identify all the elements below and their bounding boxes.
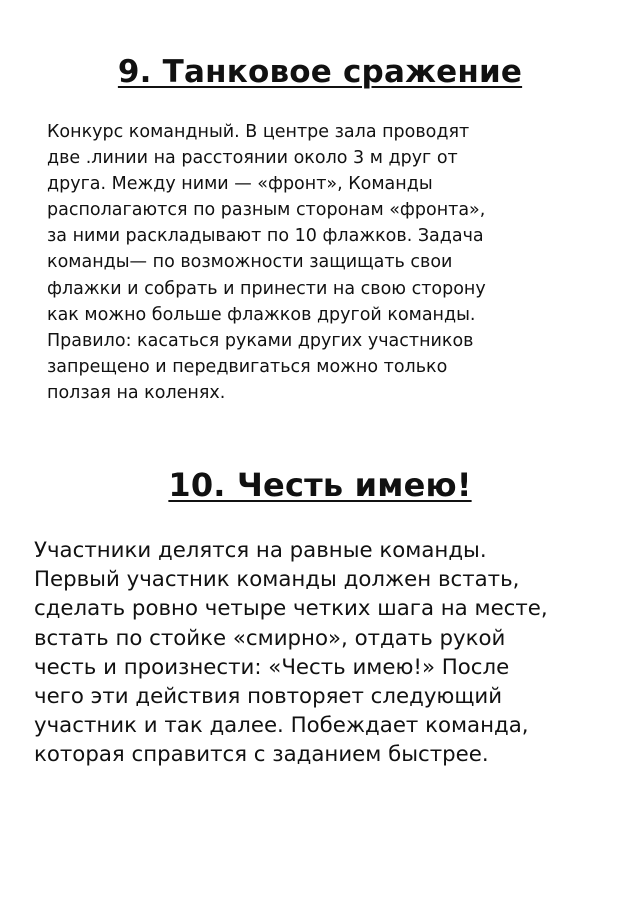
body-line: встать по стойке «смирно», отдать рукой <box>34 625 506 651</box>
body-line: Конкурс командный. В центре зала проводят <box>47 122 470 142</box>
section-title-tank-battle: 9. Танковое сражение <box>117 54 523 90</box>
body-line: за ними раскладывают по 10 флажков. Задача <box>47 226 484 247</box>
section-title-honor: 10. Честь имею! <box>168 466 472 504</box>
body-line: запрещено и передвигаться можно только <box>47 356 448 377</box>
body-line: Правило: касаться руками других участников <box>47 330 474 351</box>
body-line: честь и произнести: «Честь имею!» После <box>34 654 510 680</box>
body-line: сделать ровно четыре четких шага на месте, <box>34 596 548 622</box>
body-line: Первый участник команды должен встать, <box>34 567 520 593</box>
body-line: Участники делятся на равные команды. <box>34 538 487 563</box>
body-line: которая справится с заданием быстрее. <box>34 742 489 768</box>
body-line: как можно больше флажков другой команды. <box>47 304 476 325</box>
body-line: две .линии на расстоянии около 3 м друг от <box>47 148 458 169</box>
body-line: участник и так далее. Побеждает команда, <box>34 713 529 739</box>
body-line: флажки и собрать и принести на свою сторону <box>47 278 486 299</box>
section-body-tank-battle <box>47 119 607 406</box>
body-line: располагаются по разным сторонам «фронта», <box>47 200 486 221</box>
body-line: друга. Между ними — «фронт», Команды <box>47 174 433 195</box>
body-line: чего эти действия повторяет следующий <box>34 684 503 710</box>
section-body-honor <box>34 536 624 770</box>
body-line: команды— по возможности защищать свои <box>47 252 453 273</box>
body-line: ползая на коленях. <box>47 382 226 403</box>
